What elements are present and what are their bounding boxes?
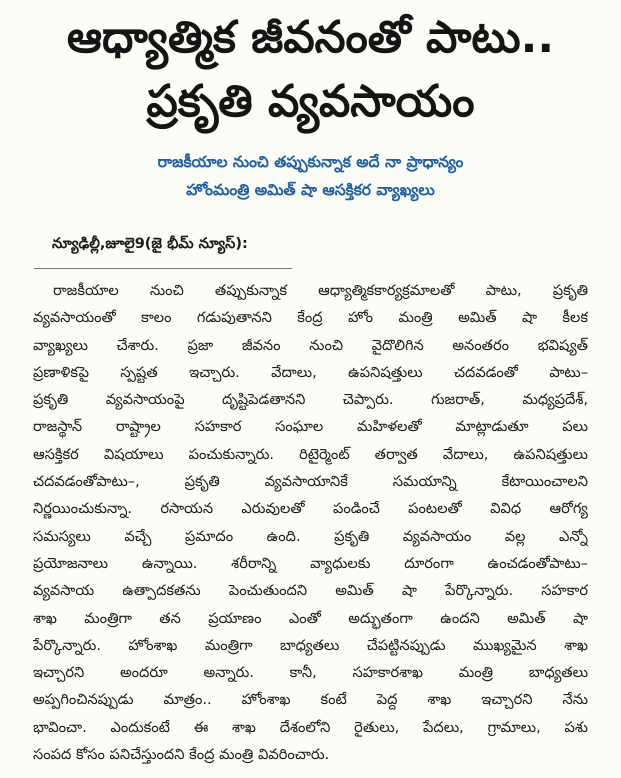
headline-line-2: ప్రకృతి వ్యవసాయం: [146, 76, 475, 127]
subheadline-line-2: హోంమంత్రి అమిత్ షా ఆసక్తికర వ్యాఖ్యలు: [186, 181, 435, 199]
body-line: పేర్కొన్నారు. హోంశాఖ మంత్రిగా బాధ్యతలు చేపట్టినప్పుడు ముఖ్యమైన శాఖ: [33, 636, 588, 654]
body-line: రాజకీయాల నుంచి తప్పుకున్నాక ఆధ్యాత్మికకార్యక్రమాలతో పాటు, ప్రకృతి: [53, 282, 588, 299]
body-line: శాఖ మంత్రిగా తన ప్రయాణం ఎంతో అద్భుతంగా ఉందని అమిత్ షా: [33, 609, 588, 627]
body-line: వ్యాఖ్యలు చేశారు. ప్రజా జీవనం నుంచి వైదొలిగిన అనంతరం భవిష్యత్: [33, 336, 588, 354]
article-body: [33, 277, 588, 768]
body-line: అప్పగించినప్పుడు మాత్రం.. హోంశాఖ కంటే పెద్ద శాఖ ఇచ్చారని నేను: [33, 691, 588, 709]
body-line: ప్రణాళికపై స్పష్టత ఇచ్చారు. వేదాలు, ఉపనిషత్తులు చదవడంతో పాటు–: [33, 363, 588, 381]
body-line: ఇచ్చారని అందరూ అన్నారు. కానీ, సహకారశాఖ మంత్రి బాధ్యతలు: [33, 664, 588, 682]
body-line: వ్యవసాయ ఉత్పాదకతను పెంచుతుందని అమిత్ షా పేర్కొన్నారు. సహకార: [33, 582, 588, 600]
headline-line-1: ఆధ్యాత్మిక జీవనంతో పాటు..: [66, 12, 555, 63]
subheadline-line-1: రాజకీయాల నుంచి తప్పుకున్నాక అదే నా ప్రాధాన్యం: [157, 153, 464, 171]
body-line: సమస్యలు వచ్చే ప్రమాదం ఉంది. ప్రకృతి వ్యవసాయం వల్ల ఎన్నో: [33, 527, 588, 545]
body-line: రాజస్థాన్ రాష్ట్రాల సహకార సంఘాల మహిళలతో మాట్లాడుతూ పలు: [33, 418, 588, 436]
dateline-rule: [34, 268, 292, 269]
body-line: నిర్ణయించుకున్నా. రసాయన ఎరువులతో పండించే పంటలతో వివిధ ఆరోగ్య: [33, 500, 588, 518]
dateline: న్యూఢిల్లీ,జూలై9(జై భీమ్ న్యూస్):: [52, 236, 248, 252]
body-line: ప్రయోజనాలు ఉన్నాయి. శరీరాన్ని వ్యాధులకు దూరంగా ఉంచడంతోపాటు–: [33, 554, 588, 572]
body-line: వ్యవసాయంతో కాలం గడుపుతానని కేంద్ర హోం మంత్రి అమిత్ షా కీలక: [33, 309, 588, 327]
body-line: సంపద కోసం పనిచేస్తుందని కేంద్ర మంత్రి వివరించారు.: [33, 746, 330, 764]
body-line: ఆసక్తికర విషయాలు పంచుకున్నారు. రిటైర్మెంట్ తర్వాత వేదాలు, ఉపనిషత్తులు: [33, 445, 588, 463]
body-line: చదవడంతోపాటు–, ప్రకృతి వ్యవసాయానికే సమయాన్ని కేటాయించాలని: [33, 473, 588, 491]
body-line: భావించా. ఎందుకంటే ఈ శాఖ దేశంలోని రైతులు, పేదలు, గ్రామాలు, పశు: [33, 718, 588, 736]
body-line: ప్రకృతి వ్యవసాయంపై దృష్టిపెడతానని చెప్పారు. గుజరాత్, మధ్యప్రదేశ్,: [33, 391, 588, 409]
